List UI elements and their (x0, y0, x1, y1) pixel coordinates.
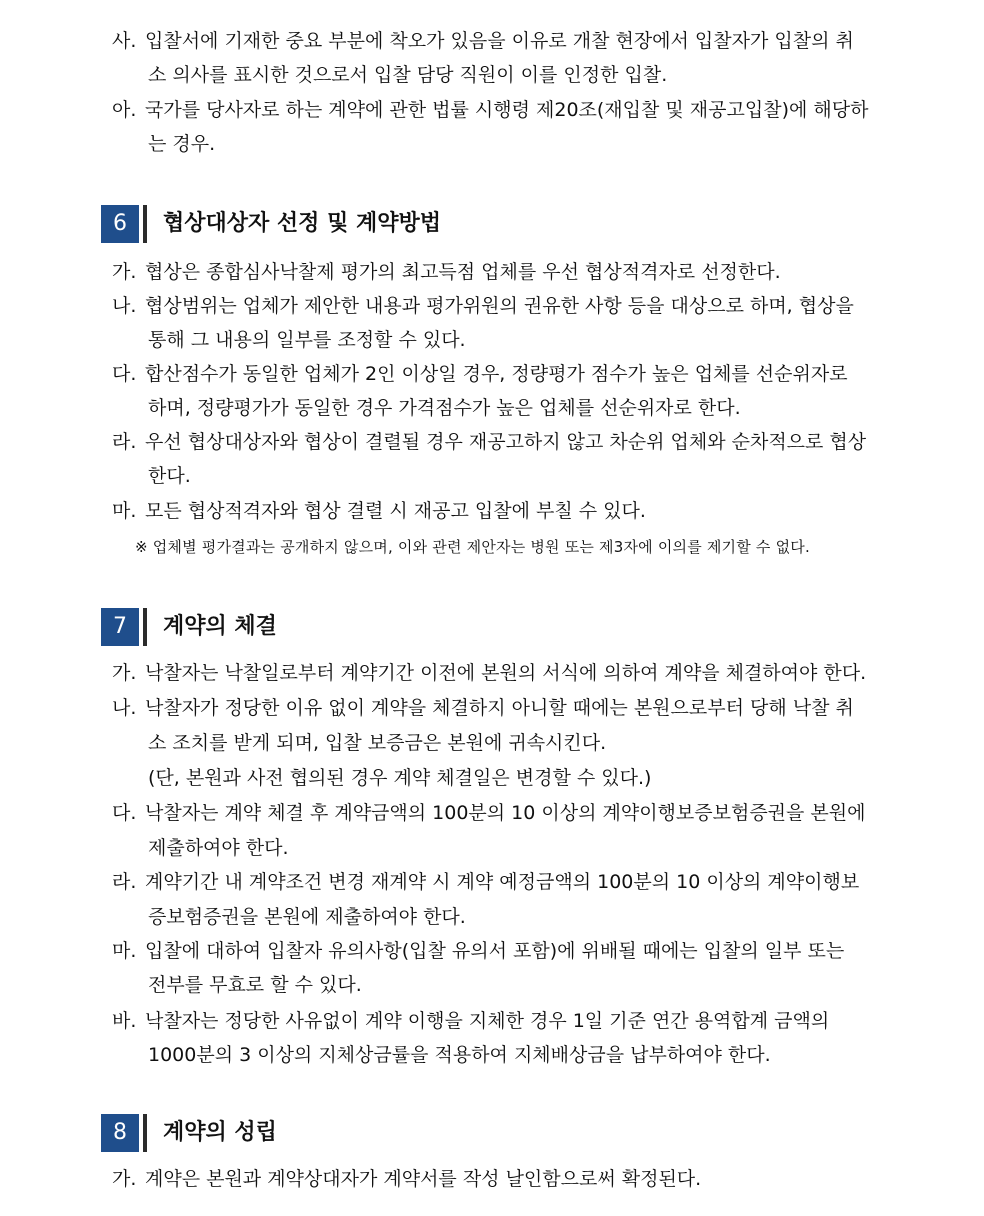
item-continuation: 1000분의 3 이상의 지체상금률을 적용하여 지체배상금을 납부하여야 한다. (148, 1044, 771, 1066)
item-marker: 라. (112, 871, 137, 893)
section-divider-bar (143, 608, 147, 646)
item-text: 낙찰자는 계약 체결 후 계약금액의 100분의 10 이상의 계약이행보증보험증권을 본원에 (145, 802, 866, 824)
item-text: 계약은 본원과 계약상대자가 계약서를 작성 날인함으로써 확정된다. (145, 1168, 702, 1190)
list-item (112, 494, 892, 528)
item-text: 낙찰자가 정당한 이유 없이 계약을 체결하지 아니할 때에는 본원으로부터 당해 낙찰 취 (145, 697, 854, 719)
item-marker: 나. (112, 295, 137, 317)
section-divider-bar (143, 1114, 147, 1152)
list-item (112, 425, 892, 459)
section-title: 계약의 성립 (163, 1120, 277, 1145)
list-item (112, 24, 892, 58)
section-title: 계약의 체결 (163, 614, 277, 639)
list-item (112, 357, 892, 391)
item-continuation: 증보험증권을 본원에 제출하여야 한다. (148, 906, 466, 928)
item-text: 계약기간 내 계약조건 변경 재계약 시 계약 예정금액의 100분의 10 이상의 계약이행보 (145, 871, 860, 893)
section-note: ※ 업체별 평가결과는 공개하지 않으며, 이와 관련 제안자는 병원 또는 제3자에 이의를 제기할 수 없다. (135, 538, 810, 556)
item-text: 낙찰자는 낙찰일로부터 계약기간 이전에 본원의 서식에 의하여 계약을 체결하여야 한다. (145, 662, 867, 684)
item-continuation: 는 경우. (148, 133, 216, 155)
item-text: 낙찰자는 정당한 사유없이 계약 이행을 지체한 경우 1일 기준 연간 용역합계 금액의 (145, 1010, 830, 1032)
list-item (112, 656, 892, 690)
item-text: 합산점수가 동일한 업체가 2인 이상일 경우, 정량평가 점수가 높은 업체를 선순위자로 (145, 363, 848, 385)
item-marker: 다. (112, 363, 137, 385)
list-item (112, 796, 892, 830)
section-header (101, 205, 801, 245)
list-item (112, 865, 892, 899)
item-marker: 다. (112, 802, 137, 824)
list-item (112, 934, 892, 968)
item-text: 국가를 당사자로 하는 계약에 관한 법률 시행령 제20조(재입찰 및 재공고입찰)에 해당하 (145, 99, 869, 121)
item-continuation: 소 조치를 받게 되며, 입찰 보증금은 본원에 귀속시킨다. (148, 732, 607, 754)
item-continuation: (단, 본원과 사전 협의된 경우 계약 체결일은 변경할 수 있다.) (148, 767, 652, 789)
item-marker: 마. (112, 940, 137, 962)
section-header (101, 608, 801, 648)
item-marker: 아. (112, 99, 137, 121)
item-marker: 가. (112, 1168, 137, 1190)
item-text: 우선 협상대상자와 협상이 결렬될 경우 재공고하지 않고 차순위 업체와 순차적으로 협상 (145, 431, 867, 453)
item-continuation: 제출하여야 한다. (148, 837, 289, 859)
list-item (112, 93, 892, 127)
item-text: 입찰서에 기재한 중요 부분에 착오가 있음을 이유로 개찰 현장에서 입찰자가 입찰의 취 (145, 30, 854, 52)
item-marker: 라. (112, 431, 137, 453)
item-marker: 마. (112, 500, 137, 522)
item-continuation: 전부를 무효로 할 수 있다. (148, 974, 362, 996)
item-marker: 바. (112, 1010, 137, 1032)
item-marker: 가. (112, 261, 137, 283)
list-item (112, 255, 892, 289)
item-continuation: 통해 그 내용의 일부를 조정할 수 있다. (148, 329, 466, 351)
item-continuation: 하며, 정량평가가 동일한 경우 가격점수가 높은 업체를 선순위자로 한다. (148, 397, 741, 419)
section-divider-bar (143, 205, 147, 243)
list-item (112, 289, 892, 323)
list-item (112, 1004, 892, 1038)
section-number-badge: 8 (101, 1114, 139, 1152)
section-title: 협상대상자 선정 및 계약방법 (163, 211, 442, 236)
item-text: 협상범위는 업체가 제안한 내용과 평가위원의 권유한 사항 등을 대상으로 하며, 협상을 (145, 295, 854, 317)
item-marker: 사. (112, 30, 137, 52)
section-header (101, 1114, 801, 1154)
item-continuation: 한다. (148, 465, 191, 487)
list-item (112, 691, 892, 725)
item-text: 모든 협상적격자와 협상 결렬 시 재공고 입찰에 부칠 수 있다. (145, 500, 646, 522)
item-marker: 가. (112, 662, 137, 684)
item-continuation: 소 의사를 표시한 것으로서 입찰 담당 직원이 이를 인정한 입찰. (148, 64, 668, 86)
item-text: 협상은 종합심사낙찰제 평가의 최고득점 업체를 우선 협상적격자로 선정한다. (145, 261, 781, 283)
section-number-badge: 6 (101, 205, 139, 243)
list-item (112, 1162, 892, 1196)
section-number-badge: 7 (101, 608, 139, 646)
item-text: 입찰에 대하여 입찰자 유의사항(입찰 유의서 포함)에 위배될 때에는 입찰의 일부 또는 (145, 940, 845, 962)
item-marker: 나. (112, 697, 137, 719)
